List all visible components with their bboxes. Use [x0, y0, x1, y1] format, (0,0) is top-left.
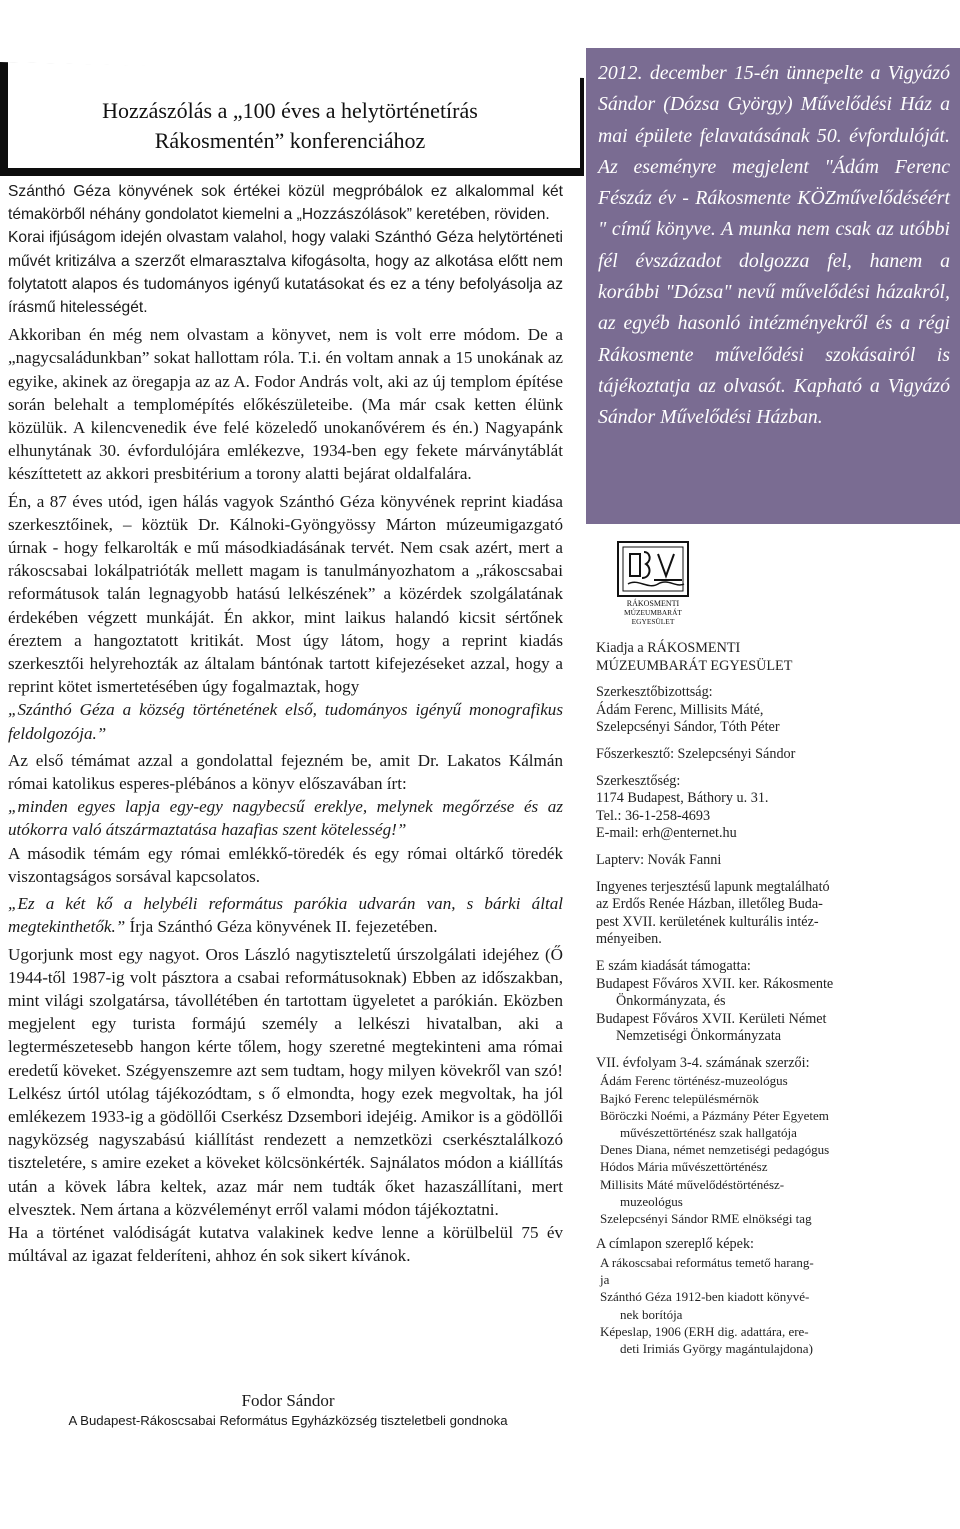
- cover-item: Képeslap, 1906 (ERH dig. adattára, ere-: [600, 1323, 809, 1339]
- office-label: Szerkesztőség:: [596, 772, 681, 789]
- author-item: Böröczki Noémi, a Pázmány Péter Egyetem: [600, 1107, 829, 1123]
- free-line1: Ingyenes terjesztésű lapunk megtalálható: [596, 878, 830, 895]
- signature: [8, 1391, 568, 1431]
- office-address: 1174 Budapest, Báthory u. 31.: [596, 790, 769, 807]
- support-label: E szám kiadását támogatta:: [596, 957, 751, 974]
- cover-item-cont: nek borítója: [620, 1306, 683, 1322]
- board-line2: Szelepcsényi Sándor, Tóth Péter: [596, 719, 780, 736]
- author-item-cont: művészettörténész szak hallgatója: [620, 1125, 797, 1141]
- cover-item-cont: ja: [600, 1272, 610, 1288]
- office-email: E-mail: erh@enternet.hu: [596, 825, 737, 842]
- paragraph-2: Akkoriban én még nem olvastam a könyvet, nem is volt erre módom. De a „nagycsaládunkban” sokat hallottam róla. T.i. én voltam annak a 15 unokának az egyike, akinek az öregapja az az A. Fodor András volt, aki az új templom építése során belehalt a templomépítés előkészületeibe. (Ma már csak ketten élünk közülük. A kilencvenedik éve felé közeledő unokanővérem és én.) Nagyapánk elhunytának 30. évfordulójára emlékezve, 1934-ben egy fekete márványtáblát készíttetett az akkori presbitérium a torony alatti bejárat oldalfalára.: [8, 325, 563, 484]
- authors-label: VII. évfolyam 3-4. számának szerzői:: [596, 1054, 810, 1071]
- layout-credit: Lapterv: Novák Fanni: [596, 851, 722, 868]
- paragraph-7: Ha a történet valódiságát kutatva valakinek kedve lenne a körülbelül 75 év múltával az igazat felderíteni, ahhoz én sok sikert kívánok.: [8, 1222, 563, 1266]
- board-line1: Ádám Ferenc, Millisits Máté,: [596, 701, 764, 718]
- sidebar-top-strip: [586, 0, 960, 48]
- support-line4: Nemzetiségi Önkormányzata: [616, 1028, 782, 1045]
- publisher-line1: Kiadja a RÁKOSMENTI: [596, 640, 741, 656]
- publisher: [596, 640, 916, 675]
- free-line4: ményeiben.: [596, 931, 662, 948]
- logo-line1: RÁKOSMENTI: [626, 599, 680, 608]
- author-item: Denes Diana, német nemzetiségi pedagógus: [600, 1142, 830, 1158]
- article-title-line1: Hozzászólás a „100 éves a helytörténetírás: [102, 98, 478, 123]
- board-label: Szerkesztőbizottság:: [596, 684, 713, 701]
- article-title-line2: Rákosmentén” konferenciához: [154, 128, 426, 153]
- chief-editor: Főszerkesztő: Szelepcsényi Sándor: [596, 745, 796, 762]
- cover-images-note: [596, 1236, 916, 1357]
- quote-stones-source: Írja Szánthó Géza könyvének II. fejezetében.: [125, 917, 438, 937]
- free-line2: az Erdős Renée Házban, illetőleg Buda-: [596, 896, 823, 913]
- colophon: [596, 640, 916, 1366]
- paragraph-3: Én, a 87 éves utód, igen hálás vagyok Szánthó Géza könyvének reprint kiadása szerkesztőinek, – köztük Dr. Kálnoki-Gyöngyössy Márton múzeumigazgató úrnak - hogy felkarolták e mű másodkiadásának tervét. Nem csak azért, mert a rákoscsabai lokálpatrióták mellett magam is tanulmányozhatom a „rákoscsabai reformátusok talán legnagyobb hatású lelkészének” a közérdek szolgálatának érdekében végzett munkáját. Én akkor, mint laikus halandó kicsit sértőnek éreztem a hangoztatott kritikát. Most úgy látom, hogy a reprint kiadás szerkesztői helyrehozták az általam bántónak tartott kifejezéseket azzal, hogy a reprint kötet ismertetésében úgy fogalmaztak, hogy: [8, 491, 563, 697]
- publisher-line2: MÚZEUMBARÁT EGYESÜLET: [596, 657, 793, 674]
- author-item: Hódos Mária művészettörténész: [600, 1159, 768, 1175]
- author-role: A Budapest-Rákoscsabai Református Egyházközség tiszteletbeli gondnoka: [68, 1413, 508, 1428]
- support-line2: Önkormányzata, és: [616, 993, 726, 1010]
- cover-item-cont: deti Irimiás György magántulajdona): [620, 1340, 813, 1356]
- author-item: Millisits Máté művelődéstörténész-: [600, 1176, 785, 1192]
- office-phone: Tel.: 36-1-258-4693: [596, 807, 711, 824]
- promo-text: 2012. december 15-én ünnepelte a Vigyázó Sándor (Dózsa György) Művelődési Ház a mai épülete felavatásának 50. évfordulóját. Az eseményre megjelent "Ádám Ferenc Fészáz év - Rákosmente KÖZművelődéséért " című könyve. A munka nem csak az utóbbi fél évszázadot dolgozza fel, hanem a korábbi "Dózsa" nevű művelődési házakról, az egyéb hasonló intézményekről és a régi Rákosmente művelődési szokásairól is tájékoztatja az olvasót. Kapható a Vigyázó Sándor Művelődési Házban.: [598, 62, 950, 429]
- article-body: [8, 180, 563, 1267]
- support-line3: Budapest Főváros XVII. Kerületi Német: [596, 1010, 827, 1027]
- article-title: [30, 96, 550, 156]
- free-line3: pest XVII. kerületének kulturális intéz-: [596, 913, 819, 930]
- cover-item: Szánthó Géza 1912-ben kiadott könyvé-: [600, 1289, 810, 1305]
- logo-line3: EGYESÜLET: [631, 617, 675, 626]
- paragraph-1: Korai ifjúságom idején olvastam valahol, hogy valaki Szánthó Géza helytörténeti művét kritizálva a szerzőt elmarasztalva kifogásolta, hogy az alkotása előtt nem folytatott alapos és tudományos igényű kutatásokat és ez a tény befolyásolja az írásmű hitelességét.: [8, 229, 563, 317]
- author-item: Szelepcsényi Sándor RME elnökségi tag: [600, 1211, 812, 1227]
- support-line1: Budapest Főváros XVII. ker. Rákosmente: [596, 975, 834, 992]
- paragraph-6: Ugorjunk most egy nagyot. Oros László nagytiszteletű úrszolgálati idejéhez (Ő 1944-től 1987-ig volt pásztora a csabai reformátusoknak) Ebben az időszakban, mint világi szolgatársa, távollétében én tartottam ügyeletet a parókián. Eközben megjelent egy turista formájú személy a lelkészi hivatalban, aki a legtermészetesebb hangon kérte tőlem, hogy szeretné megtekinteni ama római eredetű köveket. Szégyenszemre azt sem tudtam, hogy milyen kövekről van szó! Lelkész úrtól utólag tájékozódtam, s ő elmondta, hogy ezek megvoltak, ha jól emlékezem 1933-ig a gödöllői Cserkész Dzsembori idejéig. Amikor is a gödöllői nagyközség nagyszabású kiállítást rendezett a nemzetközi cserkésztalálkozó tiszteletére, s amire ezeket a köveket kölcsönkérték. Sajnálatos módon a kiállítás után a kövek lábra keltek, azaz már nem tudták őket hazaszállítani, mert elvesztek. Nem ártana a közvéleményt erről valami módon tájékoztatni.: [8, 944, 563, 1219]
- authors-list: [596, 1055, 916, 1227]
- quote-monograph: „Szánthó Géza a község történetének első, tudományos igényű monografikus feldolgozója.”: [8, 700, 563, 743]
- author-item-cont: muzeológus: [620, 1193, 683, 1209]
- quote-stones: [8, 892, 563, 938]
- distribution-note: [596, 879, 916, 949]
- paragraph-5: A második témám egy római emlékkő-töredék és egy római oltárkő töredék viszontagságos sorsával kapcsolatos.: [8, 843, 563, 886]
- museum-logo: [614, 540, 692, 628]
- cover-label: A címlapon szereplő képek:: [596, 1236, 754, 1253]
- logo-line2: MÚZEUMBARÁT: [624, 608, 682, 617]
- quote-stones-text: „Ez a két kő a helybéli református parókia udvarán van, s bárki által megtekinthetők.”: [8, 894, 563, 937]
- quote-preface: „minden egyes lapja egy-egy nagybecsű ereklye, melynek megőrzése és az utókorra való átszármaztatása hazafias szent kötelesség!”: [8, 797, 563, 840]
- cover-item: A rákoscsabai református temető harang-: [600, 1254, 814, 1270]
- support-note: [596, 958, 916, 1046]
- author-item: Bajkó Ferenc településmérnök: [600, 1090, 759, 1106]
- paragraph-4: Az első témámat azzal a gondolattal fejezném be, amit Dr. Lakatos Kálmán római katolikus esperes-plébános a könyv előszavában írt:: [8, 750, 563, 794]
- editorial-office: [596, 773, 916, 843]
- paragraph-intro: Szánthó Géza könyvének sok értékei közül megpróbálok ez alkalommal két témakörből néhány gondolatot kiemelni a „Hozzászólások” keretében, röviden.: [8, 183, 563, 224]
- editorial-board: [596, 684, 916, 737]
- author-name: Fodor Sándor: [241, 1391, 335, 1410]
- author-item: Ádám Ferenc történész-muzeológus: [600, 1073, 788, 1089]
